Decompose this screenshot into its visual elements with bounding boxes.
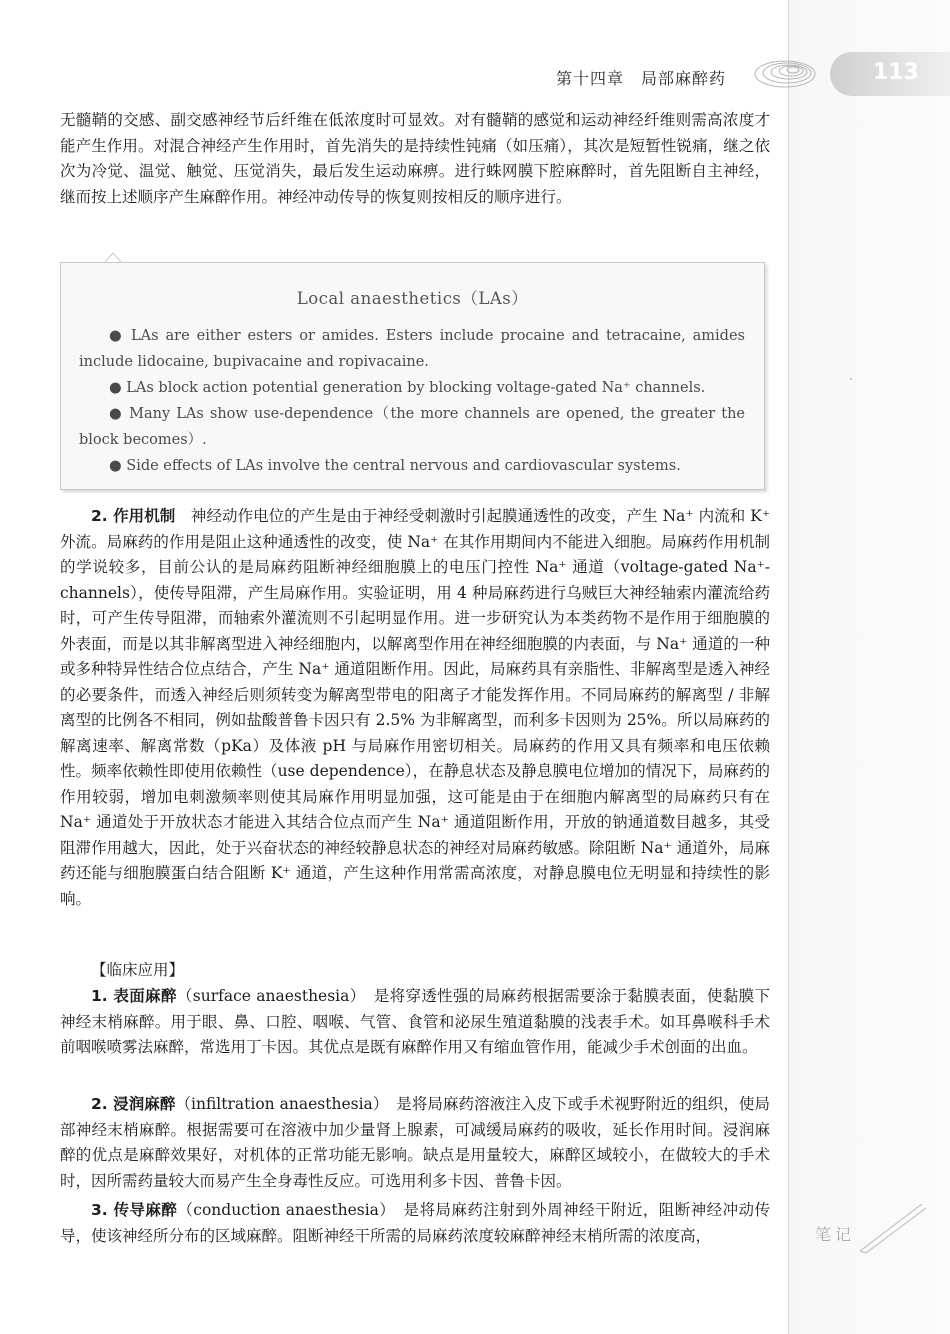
conduction-heading: 3. 传导麻醉 — [91, 1201, 178, 1219]
mechanism-heading: 2. 作用机制 — [91, 507, 176, 525]
conduction-text: （conduction anaesthesia） 是将局麻药注射到外周神经干附近，阻断神经冲动传导，使该神经所分布的区域麻醉。阻断神经干所需的局麻药浓度较麻醉神经末梢所需的浓度高， — [60, 1201, 770, 1245]
page-number: 113 — [873, 60, 919, 85]
running-head: 第十四章 局部麻醉药 — [556, 69, 727, 88]
notes-label: 笔记 — [815, 1225, 856, 1244]
clinical-heading: 【临床应用】 — [91, 961, 185, 979]
summary-item: ● LAs block action potential generation by blocking voltage-gated Na⁺ channels. — [109, 380, 706, 396]
summary-box — [60, 262, 765, 490]
paragraph-surface — [60, 984, 770, 1061]
summary-item: ● Many LAs show use-dependence（the more channels are opened, the greater the block becomes）. — [79, 406, 745, 448]
pencil-icon — [850, 1196, 930, 1256]
infiltration-text: （infiltration anaesthesia） 是将局麻药溶液注入皮下或手术视野附近的组织，使局部神经末梢麻醉。根据需要可在溶液中加少量肾上腺素，可减缓局麻药的吸收，延长作用时间。浸润麻醉的优点是麻醉效果好，对机体的正常功能无影响。缺点是用量较大，麻醉区域较小，在做较大的手术时，因所需药量较大而易产生全身毒性反应。可选用利多卡因、普鲁卡因。 — [60, 1095, 770, 1190]
summary-item: ● Side effects of LAs involve the central nervous and cardiovascular systems. — [109, 458, 681, 474]
paragraph-mechanism — [60, 504, 770, 912]
paragraph-conduction — [60, 1198, 770, 1249]
summary-box-list — [79, 323, 745, 479]
margin-speck — [850, 378, 852, 380]
paragraph-intro: 无髓鞘的交感、副交感神经节后纤维在低浓度时可显效。对有髓鞘的感觉和运动神经纤维则需高浓度才能产生作用。对混合神经产生作用时，首先消失的是持续性钝痛（如压痛），其次是短暂性锐痛，继之依次为冷觉、温觉、触觉、压觉消失，最后发生运动麻痹。进行蛛网膜下腔麻醉时，首先阻断自主神经，继而按上述顺序产生麻醉作用。神经冲动传导的恢复则按相反的顺序进行。 — [60, 111, 770, 206]
infiltration-heading: 2. 浸润麻醉 — [91, 1095, 176, 1113]
surface-text: （surface anaesthesia） 是将穿透性强的局麻药根据需要涂于黏膜表面，使黏膜下神经末梢麻醉。用于眼、鼻、口腔、咽喉、气管、食管和泌尿生殖道黏膜的浅表手术。如耳鼻喉科手术前咽喉喷雾法麻醉，常选用丁卡因。其优点是既有麻醉作用又有缩血管作用，能减少手术创面的出血。 — [60, 987, 770, 1056]
swirl-ornament-icon — [745, 52, 825, 92]
paragraph-infiltration — [60, 1092, 770, 1194]
summary-item: ● LAs are either esters or amides. Esters include procaine and tetracaine, amides include lidocaine, bupivacaine and ropivacaine. — [79, 328, 745, 370]
surface-heading: 1. 表面麻醉 — [91, 987, 177, 1005]
margin-divider — [788, 0, 789, 1334]
summary-box-title: Local anaesthetics（LAs） — [296, 289, 529, 308]
mechanism-text: 神经动作电位的产生是由于神经受刺激时引起膜通透性的改变，产生 Na⁺ 内流和 K⁺ 外流。局麻药的作用是阻止这种通透性的改变，使 Na⁺ 在其作用期间内不能进入细胞。局麻药作用机制的学说较多，目前公认的是局麻药阻断神经细胞膜上的电压门控性 Na⁺ 通道（voltage-gated Na⁺-channels），使传导阻滞，产生局麻作用。实验证明，用 4 种局麻药进行乌贼巨大神经轴索内灌流给药时，可产生传导阻滞，而轴索外灌流则不引起明显作用。进一步研究认为本类药物不是作用于细胞膜的外表面，而是以其非解离型进入神经细胞内，以解离型作用在神经细胞膜的内表面，与 Na⁺ 通道的一种或多种特异性结合位点结合，产生 Na⁺ 通道阻断作用。因此，局麻药具有亲脂性、非解离型是透入神经的必要条件，而透入神经后则须转变为解离型带电的阳离子才能发挥作用。不同局麻药的解离型 / 非解离型的比例各不相同，例如盐酸普鲁卡因只有 2.5% 为非解离型，而利多卡因则为 25%。所以局麻药的解离速率、解离常数（pKa）及体液 pH 与局麻作用密切相关。局麻药的作用又具有频率和电压依赖性。频率依赖性即使用依赖性（use dependence），在静息状态及静息膜电位增加的情况下，局麻药的作用较弱，增加电刺激频率则使其局麻作用明显加强，这可能是由于在细胞内解离型的局麻药只有在 Na⁺ 通道处于开放状态才能进入其结合位点而产生 Na⁺ 通道阻断作用，开放的钠通道数目越多，其受阻滞作用越大，因此，处于兴奋状态的神经较静息状态的神经对局麻药敏感。除阻断 Na⁺ 通道外，局麻药还能与细胞膜蛋白结合阻断 K⁺ 通道，产生这种作用常需高浓度，对静息膜电位无明显和持续性的影响。 — [60, 507, 770, 908]
notes-margin — [789, 0, 950, 1334]
